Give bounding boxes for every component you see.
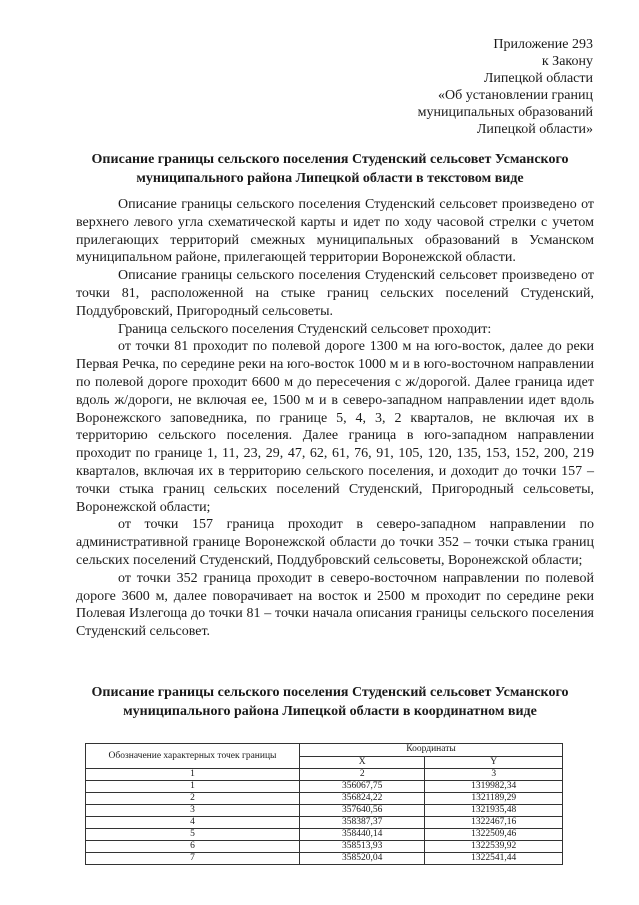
paragraph: от точки 81 проходит по полевой дороге 1300 м на юго-восток, далее до реки Первая Речка, по середине реки на юго-восток 1000 м и в юго-восточном направлении по полевой дороге проходит 6600 м до пересечения с ж/дорогой. Далее граница идет вдоль ж/дороги, не включая ее, 1500 м и в северо-западном направлении идет вдоль Воронежского заповедника, по границе 5, 4, 3, 2 кварталов, не включая их в территорию сельского поселения. Далее граница в юго-западном направлении проходит по границе 1, 11, 23, 29, 47, 62, 61, 76, 91, 105, 120, 135, 153, 152, 200, 219 кварталов, включая их в территорию сельского поселения, и доходит до точки 157 – точки стыка границ сельских поселений Студенский, Пригородный сельсоветы, Воронежской области; <box>76 339 594 515</box>
x-value: 356824,22 <box>300 793 425 805</box>
paragraph: Описание границы сельского поселения Студенский сельсовет произведено от точки 81, расположенной на стыке границ сельских поселений Студенский, Поддубровский, Пригородный сельсоветы. <box>76 268 594 319</box>
paragraph: Описание границы сельского поселения Студенский сельсовет произведено от верхнего левого угла схематической карты и идет по ходу часовой стрелки с учетом прилегающих территорий смежных муниципальных образований в Усманском муниципальном районе, прилегающей территории Воронежской области. <box>76 197 594 266</box>
table-row <box>86 793 563 805</box>
point-number: 4 <box>86 817 300 829</box>
paragraph: от точки 352 граница проходит в северо-восточном направлении по полевой дороге 3600 м, далее поворачивает на восток и 2500 м проходит по середине реки Полевая Излегоща до точки 81 – точки начала описания границы сельского поселения Студенский сельсовет. <box>76 570 594 640</box>
coordinates-table <box>85 743 563 865</box>
point-number: 3 <box>86 805 300 817</box>
point-number: 5 <box>86 829 300 841</box>
point-number: 2 <box>86 793 300 805</box>
table-row <box>86 805 563 817</box>
y-value: 1319982,34 <box>425 781 563 793</box>
table-row <box>86 829 563 841</box>
y-value: 1321935,48 <box>425 805 563 817</box>
y-column-header: Y <box>425 756 563 769</box>
appendix-line: Липецкой области» <box>476 122 593 137</box>
coords-description-heading: Описание границы сельского поселения Студенский сельсовет Усманского муниципального района Липецкой области в координатном виде <box>91 685 569 719</box>
appendix-line: к Закону <box>541 54 593 69</box>
table-row <box>86 841 563 853</box>
y-value: 1322509,46 <box>425 829 563 841</box>
x-value: 356067,75 <box>300 781 425 793</box>
appendix-line: муниципальных образований <box>417 105 593 120</box>
text-description-heading: Описание границы сельского поселения Студенский сельсовет Усманского муниципального района Липецкой области в текстовом виде <box>91 152 569 186</box>
appendix-line: Приложение 293 <box>493 37 593 52</box>
paragraph: от точки 157 граница проходит в северо-западном направлении по административной границе Воронежской области до точки 352 – точки стыка границ сельских поселений Студенский, Поддубровский сельсоветы, Воронежской области; <box>76 517 594 568</box>
appendix-line: «Об установлении границ <box>438 88 593 103</box>
point-number: 1 <box>86 781 300 793</box>
point-number: 7 <box>86 853 300 865</box>
x-value: 358520,04 <box>300 853 425 865</box>
table-row <box>86 853 563 865</box>
table-row <box>86 817 563 829</box>
y-value: 1322539,92 <box>425 841 563 853</box>
point-column-header: Обозначение характерных точек границы <box>86 744 300 769</box>
x-column-header: X <box>300 756 425 769</box>
y-value: 1321189,29 <box>425 793 563 805</box>
y-value: 1322467,16 <box>425 817 563 829</box>
appendix-line: Липецкой области <box>483 71 593 86</box>
y-value: 1322541,44 <box>425 853 563 865</box>
x-value: 357640,56 <box>300 805 425 817</box>
table-row <box>86 781 563 793</box>
index-cell: 1 <box>86 769 300 781</box>
point-number: 6 <box>86 841 300 853</box>
paragraph: Граница сельского поселения Студенский сельсовет проходит: <box>118 321 492 337</box>
x-value: 358387,37 <box>300 817 425 829</box>
index-cell: 3 <box>425 769 563 781</box>
x-value: 358513,93 <box>300 841 425 853</box>
description-body <box>76 196 594 641</box>
index-cell: 2 <box>300 769 425 781</box>
appendix-block <box>333 36 593 138</box>
coords-column-header: Координаты <box>300 744 563 757</box>
x-value: 358440,14 <box>300 829 425 841</box>
